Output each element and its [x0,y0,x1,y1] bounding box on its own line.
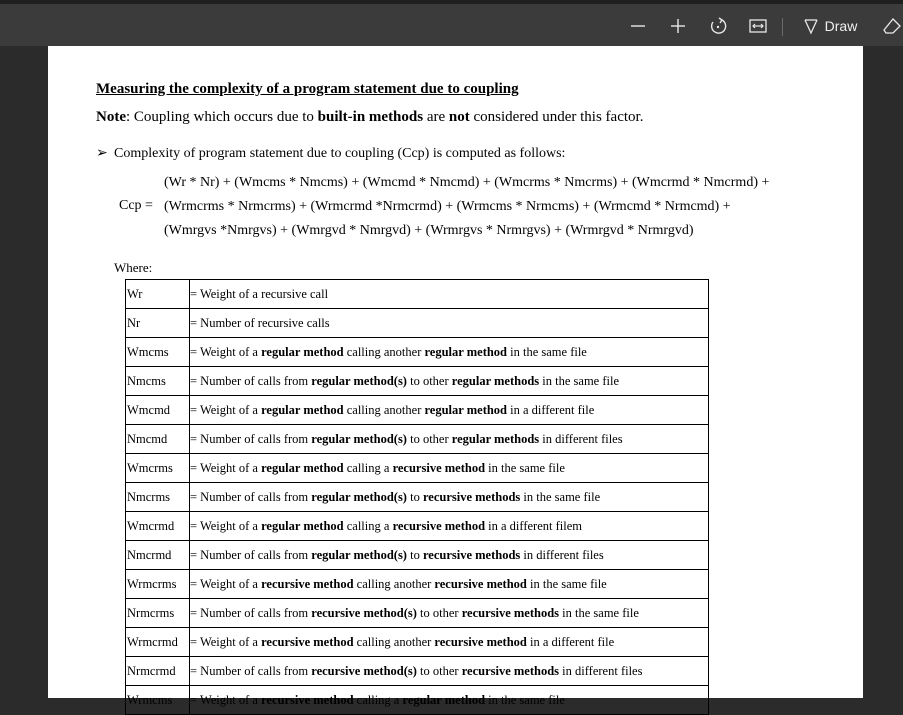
description-bold-text: regular method(s) [311,489,407,504]
description-bold-text: regular method [402,692,486,707]
description-cell [190,599,709,628]
description-bold-text: regular methods [451,373,540,388]
zoom-in-button[interactable] [668,14,688,38]
description-text: in a different file [507,402,595,417]
description-cell [190,309,709,338]
equation-line-1: (Wr * Nr) + (Wmcms * Nmcms) + (Wmcmd * Nmcmd) + (Wmcrms * Nmcrms) + (Wmcrmd * Nmcrmd) + [164,175,770,190]
symbol-cell: Nmcms [126,367,190,396]
note-label: Note [96,109,126,125]
description-bold-text: recursive method(s) [311,663,417,678]
description-text: calling a [343,518,393,533]
description-cell [190,570,709,599]
description-text: in the same file [520,489,601,504]
description-bold-text: regular method [261,460,344,475]
description-bold-text: regular method [261,518,344,533]
description-text: in different files [520,547,604,562]
description-cell [190,338,709,367]
symbol-cell: Nmcrmd [126,541,190,570]
table-row [126,483,709,512]
description-bold-text: recursive methods [461,663,560,678]
description-cell [190,396,709,425]
equation-lhs: Ccp = [119,198,153,213]
symbol-cell: Wrmcms [126,686,190,715]
description-cell [190,628,709,657]
description-text: = Weight of a [190,460,262,475]
description-text: to [406,489,423,504]
description-text: = Weight of a [190,576,262,591]
canvas-margin-left [0,46,48,698]
description-bold-text: recursive methods [422,489,521,504]
symbol-cell: Nmcrms [126,483,190,512]
description-cell [190,483,709,512]
description-text: in the same file [539,373,620,388]
description-text: in the same file [485,460,565,475]
description-text: in the same file [559,605,639,620]
table-row [126,628,709,657]
table-row [126,454,709,483]
description-text: to other [406,431,452,446]
description-bold-text: regular method [424,402,508,417]
description-bold-text: recursive method [261,576,354,591]
symbol-cell: Wmcrms [126,454,190,483]
description-cell [190,367,709,396]
description-bold-text: recursive method [434,634,527,649]
canvas-margin-right [863,46,903,698]
table-row [126,396,709,425]
description-cell [190,454,709,483]
description-bold-text: regular method [261,402,344,417]
description-cell [190,280,709,309]
description-text: in a different file [526,634,615,649]
table-row [126,338,709,367]
description-text: to [406,547,423,562]
description-cell [190,541,709,570]
bullet-arrow-icon: ➢ [96,146,108,161]
description-bold-text: recursive methods [461,605,560,620]
symbol-cell: Nmcmd [126,425,190,454]
symbol-cell: Wmcrmd [126,512,190,541]
note-text-builtin: built-in methods [317,109,424,125]
description-text: = Weight of a [190,402,262,417]
definitions-table [125,279,709,715]
note-text-1: : Coupling which occurs due to [126,109,318,125]
symbol-cell: Wmcmd [126,396,190,425]
description-text: in a different filem [485,518,582,533]
note-text-not: not [448,109,470,125]
symbol-cell: Nrmcrms [126,599,190,628]
description-text: in the same file [507,344,587,359]
page-title: Measuring the complexity of a program statement due to coupling [96,81,519,97]
description-text: in different files [539,431,623,446]
description-text: = Number of calls from [190,547,312,562]
plus-icon [670,18,686,34]
description-bold-text: recursive method [434,576,527,591]
table-row [126,599,709,628]
description-cell [190,686,709,715]
table-row [126,309,709,338]
symbol-cell: Wmcms [126,338,190,367]
description-text: calling another [353,634,435,649]
table-row [126,280,709,309]
table-row [126,570,709,599]
description-bold-text: recursive method [392,460,486,475]
symbol-cell: Nr [126,309,190,338]
description-text: calling another [343,344,425,359]
rotate-button[interactable] [707,14,729,38]
description-bold-text: regular method(s) [311,547,407,562]
description-bold-text: recursive method [392,518,486,533]
eraser-button[interactable] [883,14,901,38]
description-bold-text: regular method [424,344,508,359]
zoom-out-button[interactable] [628,14,648,38]
description-bold-text: regular method [261,344,344,359]
document-page [48,46,863,707]
note-text-3: considered under this factor. [469,109,644,125]
definitions-table-body [126,280,709,715]
bullet-text: Complexity of program statement due to coupling (Ccp) is computed as follows: [114,146,566,161]
description-text: calling a [343,460,393,475]
description-bold-text: regular method(s) [311,431,407,446]
description-text: = Number of calls from [190,431,312,446]
description-bold-text: regular methods [451,431,540,446]
note-text-2: are [423,109,449,125]
description-text: in different files [559,663,643,678]
table-row [126,512,709,541]
toolbar-separator [782,18,783,36]
where-label: Where: [114,260,153,275]
description-bold-text: recursive method [261,634,354,649]
description-bold-text: recursive method [261,692,354,707]
description-text: in the same file [526,576,607,591]
table-row [126,657,709,686]
description-text: = Number of calls from [190,489,312,504]
description-text: = Weight of a recursive call [190,286,329,301]
equation-line-2: (Wrmcrms * Nrmcrms) + (Wrmcrmd *Nrmcrmd) + (Wrmcms * Nrmcms) + (Wrmcmd * Nrmcmd) + [164,199,731,214]
description-text: = Weight of a [190,634,262,649]
note-paragraph [96,109,643,126]
description-text: = Number of calls from [190,373,312,388]
draw-icon [803,18,819,34]
description-text: to other [416,663,462,678]
description-text: to other [406,373,452,388]
draw-label: Draw [824,18,858,34]
table-row [126,686,709,715]
table-row [126,425,709,454]
description-cell [190,657,709,686]
table-row [126,541,709,570]
symbol-cell: Wr [126,280,190,309]
symbol-cell: Wrmcrms [126,570,190,599]
description-cell [190,512,709,541]
description-bold-text: regular method(s) [311,373,407,388]
description-bold-text: recursive method(s) [311,605,417,620]
description-text: calling another [353,576,435,591]
bullet-paragraph [96,145,565,162]
description-text: = Weight of a [190,344,262,359]
description-text: = Weight of a [190,518,262,533]
eraser-icon [883,18,901,34]
symbol-cell: Nrmcrmd [126,657,190,686]
draw-button[interactable] [800,14,860,38]
fit-width-button[interactable] [747,14,769,38]
table-row [126,367,709,396]
description-text: to other [416,605,462,620]
fit-width-icon [749,18,767,34]
minus-icon [630,18,646,34]
description-text: = Number of calls from [190,663,312,678]
equation-line-3: (Wmrgvs *Nmrgvs) + (Wmrgvd * Nmrgvd) + (Wrmrgvs * Nrmrgvs) + (Wrmrgvd * Nrmrgvd) [164,223,694,238]
description-bold-text: recursive methods [422,547,521,562]
description-text: = Weight of a [190,692,262,707]
symbol-cell: Wrmcrmd [126,628,190,657]
description-text: calling a [353,692,403,707]
description-cell [190,425,709,454]
description-text: in the same file [485,692,565,707]
pdf-toolbar [0,0,903,46]
description-text: calling another [343,402,425,417]
description-text: = Number of calls from [190,605,312,620]
rotate-icon [709,17,727,35]
description-text: = Number of recursive calls [190,315,330,330]
